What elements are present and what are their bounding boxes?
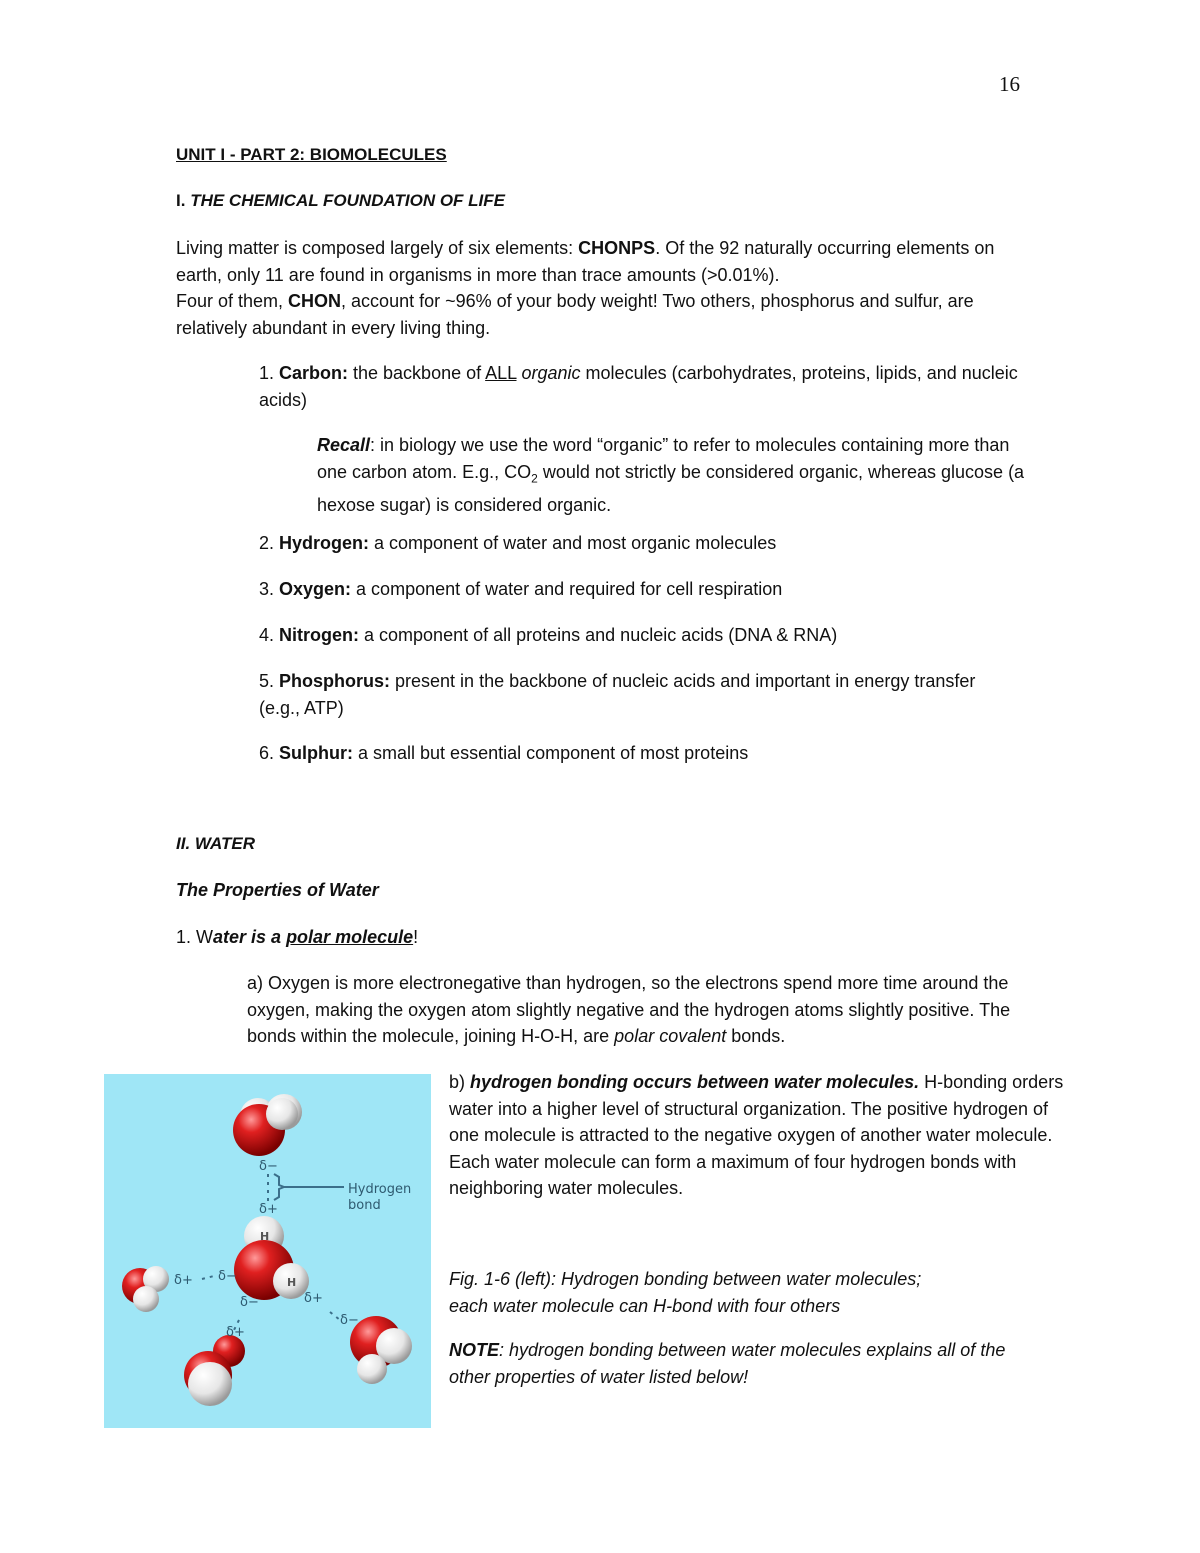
water-molecule-center: [234, 1216, 309, 1300]
water-molecule-left: [122, 1266, 169, 1312]
section-1-heading: [176, 191, 505, 211]
intro-text-2: . Of the 92 naturally occurring elements on earth, only 11 are found in organisms in more than trace amounts (>0.01%).: [176, 238, 995, 285]
element-number: 2.: [259, 533, 280, 553]
section-2-heading: II. WATER: [176, 834, 256, 853]
water-molecule-top: [233, 1094, 302, 1156]
element-text: a component of water and required for cell respiration: [351, 579, 783, 599]
section-1-number: I.: [176, 191, 186, 210]
element-number: 4.: [259, 625, 280, 645]
point-b-label: b): [449, 1072, 471, 1092]
delta-plus-left: δ+: [174, 1273, 193, 1288]
element-number: 3.: [259, 579, 280, 599]
carbon-number: 1.: [259, 363, 280, 383]
recall-note: [317, 432, 1037, 518]
element-label: Hydrogen:: [279, 533, 370, 553]
delta-plus-right: δ+: [304, 1291, 323, 1306]
element-oxygen: [259, 576, 782, 603]
caption-line-2: each water molecule can H-bond with four others: [449, 1295, 841, 1316]
delta-minus-right: δ−: [340, 1313, 359, 1328]
note-text: : hydrogen bonding between water molecules explains all of the other properties of water listed below!: [449, 1340, 1006, 1387]
recall-subscript: 2: [531, 471, 538, 486]
element-number: 6.: [259, 743, 280, 763]
h-label-right: H: [287, 1276, 297, 1289]
figure-caption: [449, 1266, 921, 1319]
point-1-number: 1. W: [176, 927, 214, 947]
hydrogen-atom: [133, 1286, 159, 1312]
element-nitrogen: [259, 622, 837, 649]
note-label: NOTE: [449, 1340, 500, 1360]
hydrogen-bonding-heading: hydrogen bonding occurs between water molecules.: [470, 1072, 920, 1092]
delta-minus-top: δ−: [259, 1159, 278, 1174]
polar-covalent-term: polar covalent: [614, 1026, 727, 1046]
water-molecule-right: [350, 1316, 412, 1384]
delta-minus-center: δ−: [240, 1295, 259, 1310]
point-a-text-1: a) Oxygen is more electronegative than hydrogen, so the electrons spend more time around the oxygen, making the oxygen atom slightly negative and the hydrogen atoms slightly positive. The bonds within the molecule, joining H-O-H, are: [247, 973, 1011, 1046]
element-phosphorus: [259, 668, 979, 721]
note-paragraph: [449, 1337, 1039, 1390]
intro-text-1: Living matter is composed largely of six elements:: [176, 238, 579, 258]
water-point-1: [176, 924, 418, 951]
hydrogen-atom: [188, 1362, 232, 1406]
point-a-text-2: bonds.: [726, 1026, 786, 1046]
unit-title: UNIT I - PART 2: BIOMOLECULES: [176, 145, 447, 164]
label-bond: bond: [348, 1198, 381, 1213]
recall-text-1: : in biology we use the word “organic” to refer to molecules containing more than one carbon atom. E.g., CO: [317, 435, 1010, 482]
element-label: Oxygen:: [279, 579, 352, 599]
hydrogen-bonding-figure: [104, 1074, 431, 1428]
delta-plus-top: δ+: [259, 1202, 278, 1217]
element-text: a component of all proteins and nucleic acids (DNA & RNA): [359, 625, 838, 645]
recall-label: Recall: [317, 435, 371, 455]
chon-term: CHON: [288, 291, 342, 311]
element-label: Sulphur:: [279, 743, 354, 763]
intro-paragraph: [176, 235, 1036, 341]
element-hydrogen: [259, 530, 776, 557]
carbon-text-3: molecules (carbohydrates, proteins, lipids, and nucleic acids): [259, 363, 1018, 410]
point-b-text: H-bonding orders water into a higher level of structural organization. The positive hydrogen of one molecule is attracted to the negative oxygen of another water molecule. Each water molecule can form a maximum of four hydrogen bonds with neighboring water molecules.: [449, 1072, 1064, 1198]
caption-line-1: Fig. 1-6 (left): Hydrogen bonding between water molecules;: [449, 1269, 922, 1289]
carbon-label: Carbon:: [279, 363, 349, 383]
element-text: a small but essential component of most proteins: [353, 743, 749, 763]
page-number: 16: [999, 72, 1020, 96]
carbon-all: ALL: [485, 363, 517, 383]
element-sulphur: [259, 740, 748, 767]
element-text: present in the backbone of nucleic acids and important in energy transfer (e.g., ATP): [259, 671, 976, 718]
bond-bracket: [274, 1174, 284, 1200]
delta-plus-bottom: δ+: [226, 1325, 245, 1340]
element-text: a component of water and most organic molecules: [369, 533, 777, 553]
point-1-italic: ater is a: [213, 927, 287, 947]
water-molecules-diagram: [104, 1074, 431, 1428]
intro-text-3: Four of them,: [176, 291, 289, 311]
section-1-title: THE CHEMICAL FOUNDATION OF LIFE: [190, 191, 505, 210]
section-2-subheading: The Properties of Water: [176, 880, 379, 900]
element-number: 5.: [259, 671, 280, 691]
recall-text-2: would not strictly be considered organic, whereas glucose (a hexose sugar) is considered organic.: [317, 461, 1025, 515]
h-label-top: H: [260, 1230, 270, 1243]
element-label: Phosphorus:: [279, 671, 391, 691]
delta-minus-left: δ−: [218, 1269, 237, 1284]
point-a-paragraph: [247, 970, 1042, 1050]
label-hydrogen: Hydrogen: [348, 1182, 412, 1197]
intro-text-4: , account for ~96% of your body weight! Two others, phosphorus and sulfur, are relatively abundant in every living thing.: [176, 291, 974, 338]
element-carbon: [259, 360, 1039, 413]
carbon-text-1: the backbone of: [348, 363, 486, 383]
chonps-term: CHONPS: [578, 238, 656, 258]
carbon-organic: organic: [521, 363, 581, 383]
hydrogen-atom: [266, 1098, 298, 1130]
element-label: Nitrogen:: [279, 625, 360, 645]
point-1-end: !: [413, 927, 419, 947]
hydrogen-atom: [357, 1354, 387, 1384]
point-b-paragraph: [449, 1069, 1069, 1202]
water-molecule-bottom: [184, 1335, 245, 1406]
polar-molecule-term: polar molecule: [286, 927, 414, 947]
